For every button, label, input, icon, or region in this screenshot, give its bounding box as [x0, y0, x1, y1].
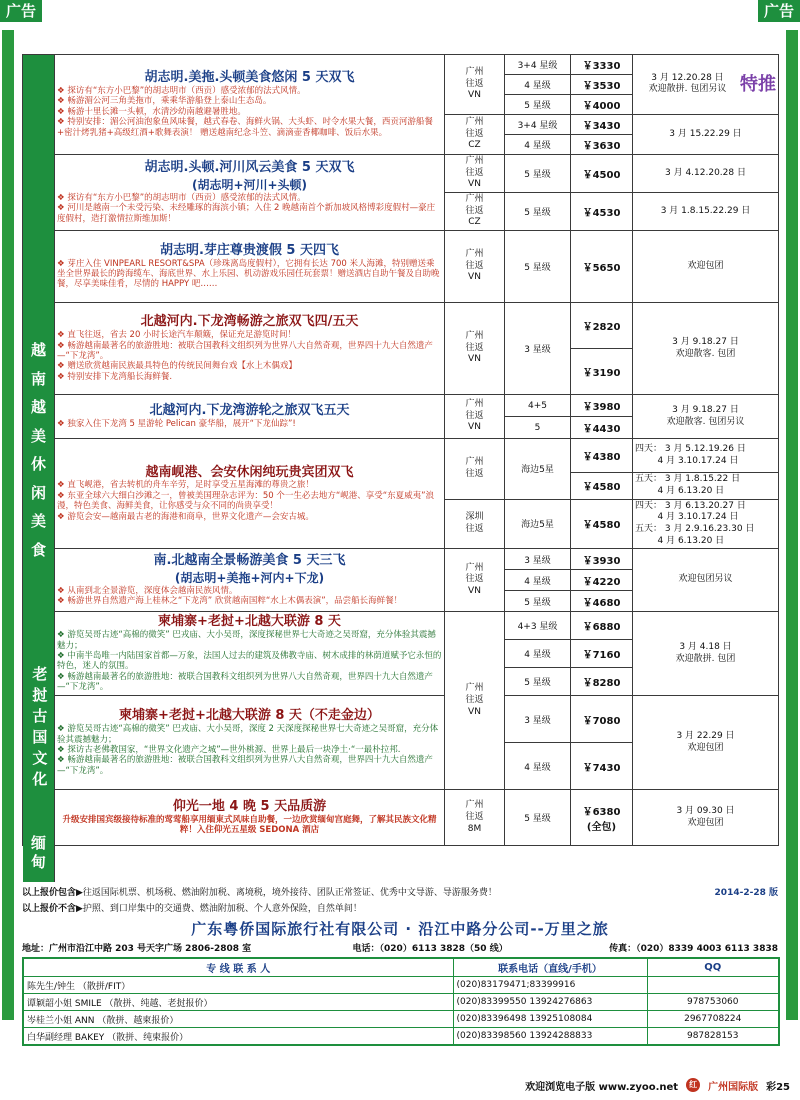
star-level: 5 星级	[505, 231, 571, 303]
departure-dates: 五天： 3 月 1.8.15.22 日 4 月 6.13.20 日	[633, 473, 779, 499]
contact-qq: 978753060	[647, 994, 779, 1011]
star-level: 4+3 星级	[505, 612, 571, 640]
tour-line: ❖ 游览吴哥古迹“高棉的微笑” 巴戎庙、大小吴哥，深度 2 天深度探秘世界七大奇迹之吴哥窟，充分体验其震撼魅力；	[57, 724, 439, 745]
tour-subtitle: (胡志明+河川+头顿)	[191, 177, 308, 192]
table-row	[23, 977, 779, 994]
tour-line: ❖ 探访古老佛教国家，“世界文化遗产之城”—世外桃源、世界上最后一块净土·“一最朴拉邦.	[57, 745, 401, 756]
tour-title: 胡志明.芽庄尊贵渡假 5 天四飞	[159, 242, 340, 258]
tour-title: 越南岘港、会安休闲纯玩贵宾团双飞	[145, 464, 354, 480]
tour-line: ❖ 赠送欣赏越南民族最具特色的传统民间舞台戏【水上木偶戏】	[57, 361, 297, 372]
price: ￥4220	[571, 570, 633, 591]
tour-title: 柬埔寨+老挝+北越大联游 8 天	[158, 614, 341, 630]
route-cell: 广州 往返 VN	[445, 55, 505, 115]
tour-line: ❖ 游览吴哥古迹“高棉的微笑” 巴戎庙、大小吴哥，深度探秘世界七大奇迹之吴哥窟，充分体验其震撼魅力；	[57, 630, 436, 651]
tour-description	[55, 231, 445, 303]
region-label-myanmar-overlay: 缅甸	[23, 826, 55, 882]
tour-description	[55, 155, 445, 231]
price: ￥4380	[571, 439, 633, 473]
price: ￥4500	[571, 155, 633, 193]
tour-title: 北越河内.下龙湾游轮之旅双飞五天	[149, 402, 350, 418]
price: ￥3930	[571, 549, 633, 570]
table-row	[23, 395, 779, 417]
price: ￥6880	[571, 612, 633, 640]
tour-line: ❖ 游览会安—越南最古老的海港和商阜，世界文化遗产—会安古城。	[57, 511, 314, 522]
star-level: 4 星级	[505, 135, 571, 155]
price: ￥4580	[571, 473, 633, 499]
price: ￥4530	[571, 193, 633, 231]
tour-title: 仰光一地 4 晚 5 天品质游	[172, 798, 327, 814]
star-level: 3 星级	[505, 303, 571, 395]
contact-name: 岑桂兰小姐 ANN （散拼、越柬报价）	[23, 1011, 453, 1028]
price-notes	[22, 885, 778, 917]
tour-line: ❖ 畅游越南最著名的旅游胜地：被联合国教科文组织列为世界八大自然奇观，世界四十九大自然遗产—“下龙湾”。	[57, 340, 433, 361]
company-address	[22, 941, 778, 954]
price: ￥3630	[571, 135, 633, 155]
star-level: 3 星级	[505, 696, 571, 743]
tour-title: 胡志明.头顿.河川风云美食 5 天双飞	[144, 160, 355, 176]
tour-line: ❖ 畅游越南最著名的旅游胜地：被联合国教科文组织列为世界八大自然奇观，世界四十九大自然遗产—“下龙湾”。	[57, 755, 433, 776]
tour-line: ❖ 从南到北全景游览，深度体会越南民族风情。	[57, 585, 238, 596]
tour-description	[55, 395, 445, 439]
table-row	[23, 790, 779, 846]
contact-phone: (020)83398560 13924288833	[453, 1028, 647, 1046]
star-level: 5 星级	[505, 668, 571, 696]
departure-dates: 欢迎包团另议	[633, 549, 779, 612]
tour-title: 胡志明.美拖.头顿美食悠闲 5 天双飞	[144, 70, 355, 86]
price: ￥5650	[571, 231, 633, 303]
page-footer	[0, 1074, 800, 1096]
departure-dates: 3 月 4.18 日 欢迎散拼. 包团	[633, 612, 779, 696]
tour-line: ❖ 芽庄入住 VINPEARL RESORT&SPA（珍珠离岛度假村），它拥有长达 700 米人海滩，特别赠送乘坐全世界最长的跨海缆车、海底世界、水上乐园、机动游戏乐园任玩套票！赠送酒店自助午餐及自助晚餐，尽享美味佳肴，尽情的 HAPPY 吧……	[57, 258, 440, 290]
table-row	[23, 1028, 779, 1046]
contacts-header: QQ	[647, 958, 779, 977]
tour-title: 南.北越南全景畅游美食 5 天三飞	[153, 552, 346, 568]
tour-line: ❖ 独家入住下龙湾 5 星游轮 Pelican 豪华船，展开“下龙仙踪”!	[57, 418, 296, 429]
contact-name: 白华副经理 BAKEY （散拼、纯柬报价）	[23, 1028, 453, 1046]
tour-line: ❖ 中南半岛唯一内陆国家首都—万象，法国人过去的建筑及佛教寺庙、树木成排的林荫道赋予它永恒的特色，迷人的氛围。	[57, 650, 442, 672]
price: ￥7160	[571, 640, 633, 668]
route-cell: 广州 往返 CZ	[445, 115, 505, 155]
star-level: 5 星级	[505, 591, 571, 612]
route-cell: 广州 往返 VN	[445, 395, 505, 439]
table-row	[23, 439, 779, 473]
note-include: 以上报价包含▶往返国际机票、机场税、燃油附加税、离境税，境外接待、团队正常签证、优秀中文导游、导游服务费！ 2014-2-28 版	[22, 885, 778, 901]
route-cell: 广州 往返 VN	[445, 231, 505, 303]
tour-description	[55, 790, 445, 846]
table-row	[23, 612, 779, 640]
star-level: 5 星级	[505, 155, 571, 193]
star-level: 5 星级	[505, 193, 571, 231]
tour-description	[55, 549, 445, 612]
price: ￥3430	[571, 115, 633, 135]
region-label-laos-overlay: 老挝古国文化	[23, 632, 55, 825]
tour-price-table	[22, 54, 779, 846]
page-number: 彩25	[766, 1081, 790, 1093]
tour-line: ❖ 探访有“东方小巴黎”的胡志明市（西贡）感受浓郁的法式风情。	[57, 86, 306, 97]
price: ￥4580	[571, 499, 633, 549]
contact-qq: 987828153	[647, 1028, 779, 1046]
price: ￥4680	[571, 591, 633, 612]
price: ￥4000	[571, 95, 633, 115]
star-level: 4 星级	[505, 640, 571, 668]
route-cell: 广州 往返	[445, 439, 505, 499]
contacts-header: 联系电话（直线/手机）	[453, 958, 647, 977]
departure-dates: 3 月 9.18.27 日 欢迎散客. 包团	[633, 303, 779, 395]
price: ￥3530	[571, 75, 633, 95]
departure-dates: 3 月 15.22.29 日	[633, 115, 779, 155]
phone-text: 电话：（020）6113 3828（50 线）	[352, 944, 508, 954]
note-exclude: 以上报价不含▶护照、到口岸集中的交通费、燃油附加税、个人意外保险，自然单间！	[22, 904, 362, 914]
contact-qq: 2967708224	[647, 1011, 779, 1028]
star-level: 5	[505, 417, 571, 439]
star-level: 海边5星	[505, 499, 571, 549]
fax-text: 传真：（020）8339 4003 6113 3838	[609, 944, 778, 954]
table-row	[23, 231, 779, 303]
table-row	[23, 1011, 779, 1028]
departure-dates: 四天： 3 月 6.13.20.27 日 4 月 3.10.17.24 日 五天： 3 月 2.9.16.23.30 日 4 月 6.13.20 日	[633, 499, 779, 549]
star-level: 4 星级	[505, 570, 571, 591]
tour-line: ❖ 直飞往返，省去 20 小时长途汽车颠簸，保证充足游览时间！	[57, 330, 297, 341]
tour-line: ❖ 特别安排下龙湾船长海鲜餐.	[57, 371, 173, 382]
route-cell: 广州 往返 CZ	[445, 193, 505, 231]
price: ￥7430	[571, 743, 633, 790]
tour-description	[55, 612, 445, 696]
route-cell: 广州 往返 VN	[445, 549, 505, 612]
star-level: 3+4 星级	[505, 115, 571, 135]
table-row	[23, 958, 779, 977]
star-level: 4 星级	[505, 743, 571, 790]
price: ￥2820	[571, 303, 633, 349]
contact-phone: (020)83179471;83399916	[453, 977, 647, 994]
departure-dates: 欢迎包团	[633, 231, 779, 303]
ad-badge-right: 广告	[758, 0, 800, 22]
price: ￥3190	[571, 349, 633, 395]
table-row	[23, 549, 779, 570]
star-level: 3 星级	[505, 549, 571, 570]
featured-badge: 特推	[740, 73, 776, 95]
departure-dates: 3 月 1.8.15.22.29 日	[633, 193, 779, 231]
table-row	[23, 696, 779, 743]
address-text: 地址：广州市沿江中路 203 号天字广场 2806-2808 室	[22, 944, 252, 954]
route-cell: 广州 往返 VN	[445, 155, 505, 193]
ad-badge-left: 广告	[0, 0, 42, 22]
departure-dates: 3 月 22.29 日 欢迎包团	[633, 696, 779, 790]
star-level: 4+5	[505, 395, 571, 417]
tour-line: ❖ 畅游越南最著名的旅游胜地：被联合国教科文组织列为世界八大自然奇观，世界四十九大自然遗产—“下龙湾”。	[57, 671, 433, 692]
table-row	[23, 155, 779, 193]
tour-line: ❖ 畅游世界自然遗产海上桂林之“下龙湾” 欣赏越南国粹“水上木偶表演”，品尝船长海鲜餐！	[57, 596, 403, 607]
departure-dates: 3 月 4.12.20.28 日	[633, 155, 779, 193]
tour-description	[55, 696, 445, 790]
tour-line: 升级安排国宾级接待标准的莺莺船享用缅東式风味自助餐，一边欣赏缅甸宫庭舞，了解其民族文化精粹！入住仰光五星级 SEDONA 酒店	[62, 814, 437, 836]
tour-description	[55, 439, 445, 549]
departure-dates: 四天： 3 月 5.12.19.26 日 4 月 3.10.17.24 日	[633, 439, 779, 473]
tour-title: 柬埔寨+老挝+北越大联游 8 天（不走金边）	[119, 708, 380, 724]
contacts-table	[22, 957, 780, 1046]
contact-phone: (020)83399550 13924276863	[453, 994, 647, 1011]
star-level: 3+4 星级	[505, 55, 571, 75]
price: ￥3980	[571, 395, 633, 417]
contact-qq	[647, 977, 779, 994]
tour-line: ❖ 河川是越南一个未受污染、未经雕琢的海滨小镇；入住 2 晚越南首个新加坡风格博彩度假村—豪庄度假村，造打激情拉斯维加斯！	[57, 203, 436, 224]
contact-phone: (020)83396498 13925108084	[453, 1011, 647, 1028]
brand-logo-icon: 红	[686, 1078, 700, 1092]
footer-edition: 广州国际版	[708, 1081, 759, 1093]
star-level: 海边5星	[505, 439, 571, 499]
tour-description	[55, 55, 445, 155]
price: ￥4430	[571, 417, 633, 439]
tour-line: ❖ 畅游湄公河三角美拖市，乘乘华游船登上泰山生态岛。	[57, 96, 272, 107]
route-cell: 广州 往返 8M	[445, 790, 505, 846]
tour-line: ❖ 东亚全球六大细白沙滩之一，曾被美国理杂志评为：50 个一生必去地方“岘港、享受“东夏威夷”浪漫，特色美食、海鲜美食，让你感受与众不同的尚贵享受！	[57, 490, 435, 512]
tour-line: ❖ 特别安排：湄公河油泡象鱼风味餐，越式春卷、海鲜火锅、大头虾、吋令水果大餐，西贡河游船餐+密汁烤乳猪+高级红酒+歌舞表演！ 赠送越南纪念斗笠、滴滴壶香椰咖啡、饭后水果。	[57, 117, 433, 138]
star-level: 4 星级	[505, 75, 571, 95]
contact-name: 谭颖韶小姐 SMILE （散拼、纯越、老挝报价）	[23, 994, 453, 1011]
version-label: 2014-2-28 版	[714, 888, 778, 898]
tour-line: ❖ 畅游十里长滩一头顿，水清沙幼南越避暑胜地。	[57, 106, 246, 117]
tour-line: ❖ 探访有“东方小巴黎”的胡志明市（西贡）感受浓郁的法式风情。	[57, 192, 306, 203]
tour-subtitle: (胡志明+美拖+河内+下龙)	[174, 570, 325, 585]
departure-dates: 3 月 09.30 日 欢迎包团	[633, 790, 779, 846]
table-row	[23, 303, 779, 349]
contact-name: 陈先生/钟生 （散拼/FIT）	[23, 977, 453, 994]
price: ￥6380 (全包)	[571, 790, 633, 846]
tour-line: ❖ 直飞岘港，省去转机的舟车辛劳，足时享受五星海滩的尊贵之旅！	[57, 480, 314, 491]
right-decor-bar	[786, 30, 798, 1020]
tour-description	[55, 303, 445, 395]
price: ￥3330	[571, 55, 633, 75]
contacts-header: 专 线 联 系 人	[23, 958, 453, 977]
left-decor-bar	[2, 30, 14, 1020]
route-cell: 广州 往返 VN	[445, 612, 505, 790]
star-level: 5 星级	[505, 95, 571, 115]
company-name: 广东粤侨国际旅行社有限公司 · 沿江中路分公司--万里之旅	[191, 920, 609, 938]
tour-title: 北越河内.下龙湾畅游之旅双飞四/五天	[140, 314, 359, 330]
price: ￥8280	[571, 668, 633, 696]
route-cell: 广州 往返 VN	[445, 303, 505, 395]
footer-website[interactable]: 欢迎浏览电子版 www.zyoo.net	[525, 1081, 679, 1093]
route-cell: 深圳 往返	[445, 499, 505, 549]
table-row	[23, 55, 779, 75]
price: ￥7080	[571, 696, 633, 743]
departure-dates: 3 月 9.18.27 日 欢迎散客. 包团另议	[633, 395, 779, 439]
table-row	[23, 994, 779, 1011]
star-level: 5 星级	[505, 790, 571, 846]
region-label-vietnam: 越 南 越 美 休 闲 美 食	[23, 55, 55, 846]
departure-dates: 特推 3 月 12.20.28 日 欢迎散拼. 包团另议	[633, 55, 779, 115]
